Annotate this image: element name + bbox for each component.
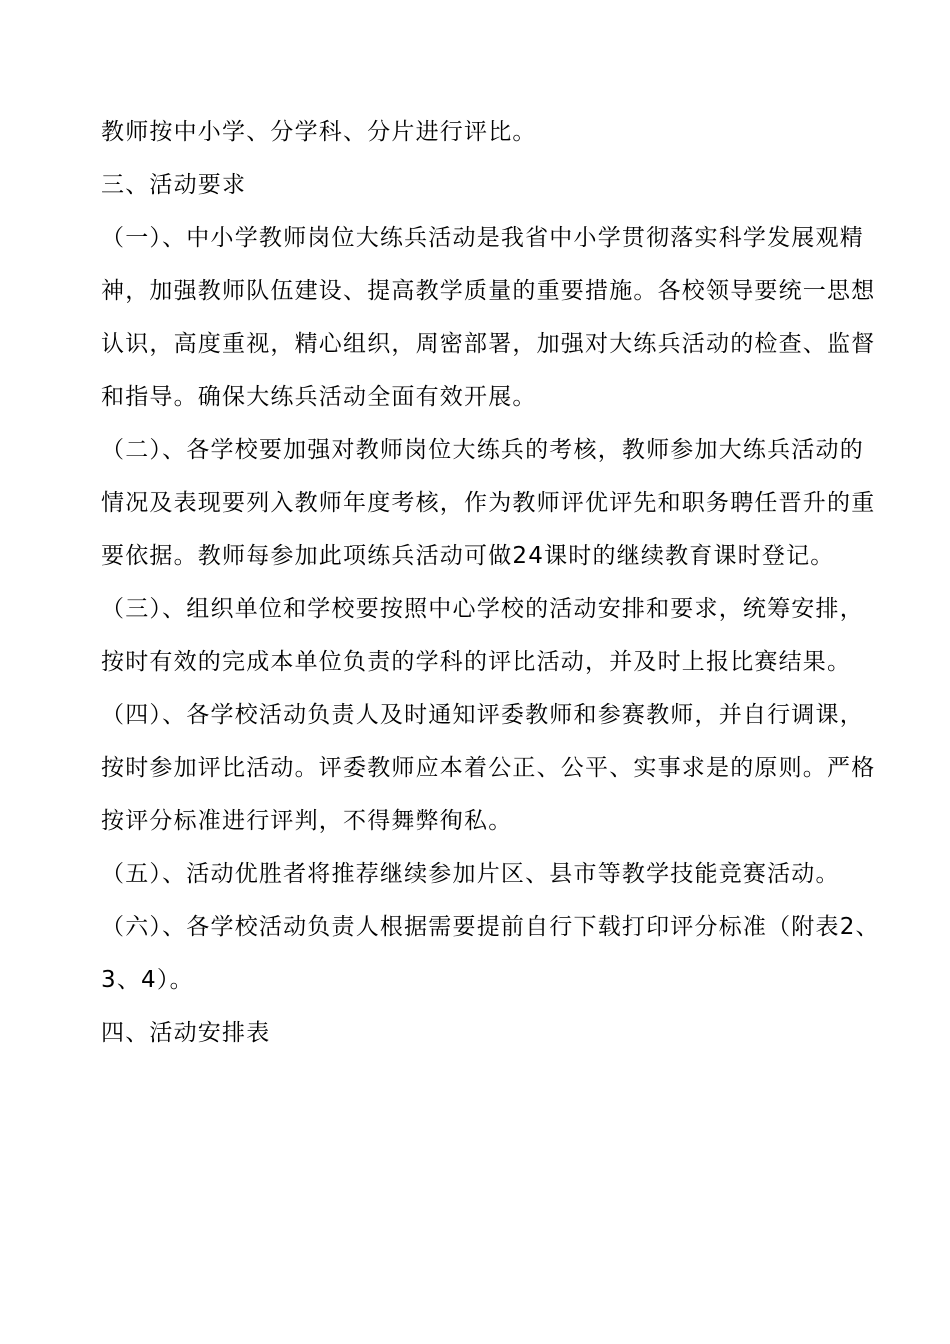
text-line-requirement-1: （一）、中小学教师岗位大练兵活动是我省中小学贯彻落实科学发展观精 bbox=[101, 225, 864, 251]
text-line-requirement-2: （二）、各学校要加强对教师岗位大练兵的考核，教师参加大练兵活动的 bbox=[101, 437, 864, 463]
text-line-requirement-3: 按时有效的完成本单位负责的学科的评比活动，并及时上报比赛结果。 bbox=[101, 649, 852, 675]
text-line-requirement-1: 和指导。确保大练兵活动全面有效开展。 bbox=[101, 384, 537, 410]
text-line-requirement-5: （五）、活动优胜者将推荐继续参加片区、县市等教学技能竞赛活动。 bbox=[101, 861, 840, 887]
text-line-requirement-4: 按评分标准进行评判，不得舞弊徇私。 bbox=[101, 808, 513, 834]
text-line-requirement-1: 神，加强教师队伍建设、提高教学质量的重要措施。各校领导要统一思想 bbox=[101, 278, 876, 304]
text-line-requirement-4: 按时参加评比活动。评委教师应本着公正、公平、实事求是的原则。严格 bbox=[101, 755, 876, 781]
text-line-requirement-2: 情况及表现要列入教师年度考核，作为教师评优评先和职务聘任晋升的重 bbox=[101, 490, 876, 516]
section-heading-activity-schedule: 四、活动安排表 bbox=[101, 1020, 271, 1046]
text-line-requirement-6: （六）、各学校活动负责人根据需要提前自行下载打印评分标准（附表2、 bbox=[101, 914, 880, 940]
text-line-requirement-1: 认识，高度重视，精心组织，周密部署，加强对大练兵活动的检查、监督 bbox=[101, 331, 876, 357]
text-line-requirement-4: （四）、各学校活动负责人及时通知评委教师和参赛教师，并自行调课， bbox=[101, 702, 864, 728]
text-line-requirement-6: 3、4）。 bbox=[101, 967, 194, 993]
section-heading-activity-requirements: 三、活动要求 bbox=[101, 172, 247, 198]
text-line-evaluation-grouping: 教师按中小学、分学科、分片进行评比。 bbox=[101, 119, 537, 145]
text-line-requirement-2: 要依据。教师每参加此项练兵活动可做24课时的继续教育课时登记。 bbox=[101, 543, 835, 569]
text-line-requirement-3: （三）、组织单位和学校要按照中心学校的活动安排和要求，统筹安排， bbox=[101, 596, 864, 622]
